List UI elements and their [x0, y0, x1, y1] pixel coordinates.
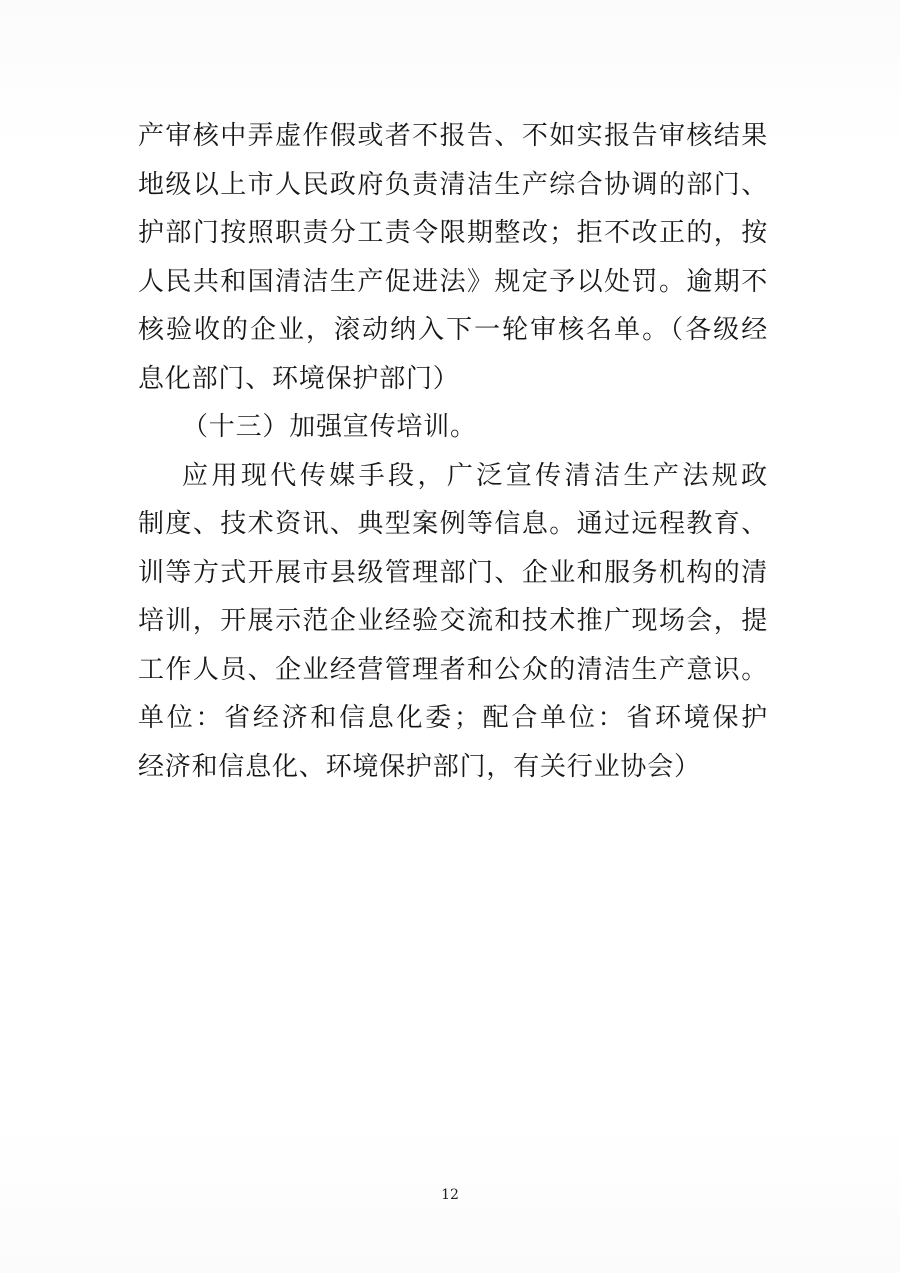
paragraph-enforcement — [138, 112, 768, 403]
paragraph-line: 地级以上市人民政府负责清洁生产综合协调的部门、 — [138, 169, 768, 200]
paragraph-line: 核验收的企业，滚动纳入下一轮审核名单。（各级经 — [138, 315, 768, 345]
section-heading: （十三）加强宣传培训。 — [182, 412, 477, 442]
paragraph-line: 经济和信息化、环境保护部门，有关行业协会） — [138, 751, 701, 782]
paragraph-line: 息化部门、环境保护部门） — [138, 363, 460, 394]
paragraph-line: 工作人员、企业经营管理者和公众的清洁生产意识。 — [138, 654, 768, 685]
paragraph-line: 培训，开展示范企业经验交流和技术推广现场会，提 — [138, 606, 768, 636]
paragraph-line: 产审核中弄虚作假或者不报告、不如实报告审核结果 — [138, 121, 768, 151]
paragraph-line: 应用现代传媒手段，广泛宣传清洁生产法规政 — [182, 460, 768, 491]
paragraph-publicity-training — [138, 452, 768, 792]
paragraph-line: 护部门按照职责分工责令限期整改；拒不改正的，按 — [138, 218, 768, 248]
paragraph-line: 人民共和国清洁生产促进法》规定予以处罚。逾期不 — [138, 266, 768, 297]
paragraph-line: 单位：省经济和信息化委；配合单位：省环境保护 — [138, 703, 768, 733]
paragraph-line: 训等方式开展市县级管理部门、企业和服务机构的清 — [138, 557, 768, 588]
page-number: 12 — [441, 1187, 459, 1203]
document-body — [138, 112, 768, 791]
paragraph-line: 制度、技术资讯、典型案例等信息。通过远程教育、 — [138, 509, 768, 539]
